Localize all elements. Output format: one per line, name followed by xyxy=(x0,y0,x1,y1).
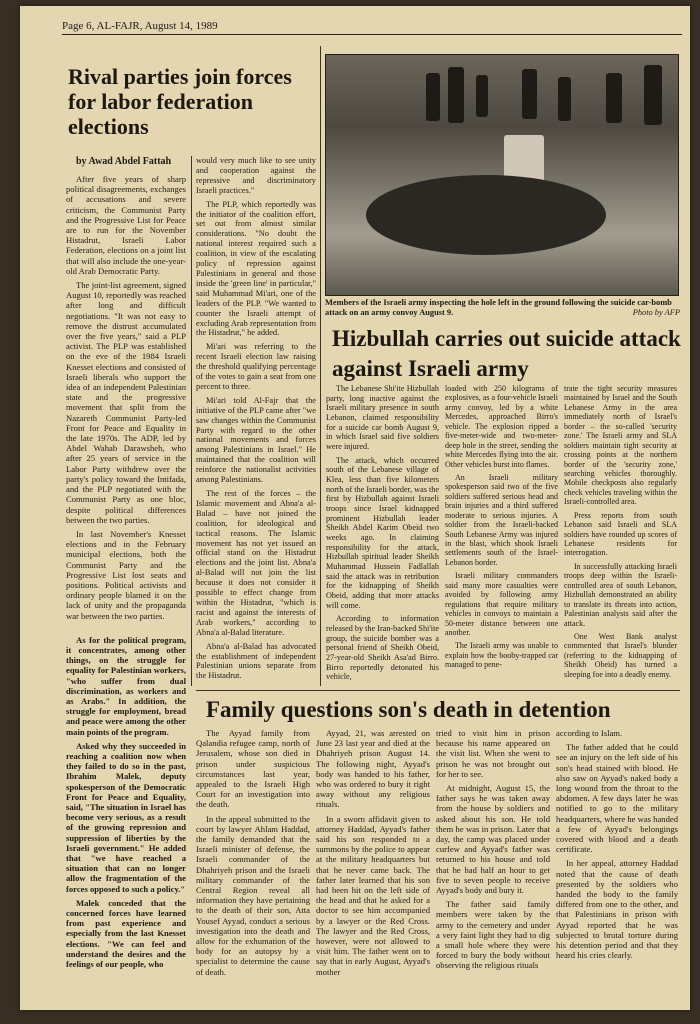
paragraph: An Israeli military spokesperson said two of the five soldiers suffered serious head and brain injuries and a third suffered moderate to serious injuries. A soldier from the Israeli-backed South Lebanese Army was injured in the blast, which shook Israeli settlements south of the Israel-Lebanon border. xyxy=(445,472,558,567)
hizbullah-column-2 xyxy=(445,384,558,674)
soldier-figure xyxy=(606,73,622,123)
paragraph: In the appeal submitted to the court by lawyer Ahlam Haddad, the family demanded that the Israeli minister of defense, the Israeli commander of the Dhahriyeh prison and the Israeli military commander of the Central Region reveal all information they have pertaining to the death of their son, Atta Yousef Ayyad, conduct a serious investigation into the death and allow for the exhumation of the body for an autopsy by a specialist to determine the cause of death. xyxy=(196,813,310,977)
photo-caption xyxy=(325,298,680,318)
paragraph: Israeli military commanders said many more casualties were avoided by following army regulations that require military vehicles in convoys to maintain a 50-meter distance between one another. xyxy=(445,571,558,637)
paragraph: The Israeli army was unable to explain how the booby-trapped car managed to pene- xyxy=(445,641,558,670)
paragraph: Mi'ari was referring to the recent Israeli election law raising the threshold qualifying percentage of the votes to gain a seat from one percent to three. xyxy=(196,342,316,391)
family-column-3 xyxy=(436,728,550,975)
paragraph: As for the political program, it concentrates, among other things, on the struggle for equality for Palestinian workers, "who suffer from dual discrimination, as workers and as Arabs." In addition, the struggle for employment, bread and peace were among the other main points of the program. xyxy=(66,634,186,737)
labor-headline: Rival parties join forces for labor federation elections xyxy=(68,64,292,139)
paragraph: One West Bank analyst commented that Israel's blunder (referring to the kidnapping of Sheikh Obeid) has turned a sleeping foe into a deadly enemy. xyxy=(564,631,677,679)
paragraph: In successfully attacking Israeli troops deep within the Israeli-controlled area of south Lebanon, Hizbullah demonstrated an ability to translate its threats into action, Palestinian analysts said after the attack. xyxy=(564,561,677,628)
hizbullah-column-3 xyxy=(564,384,677,683)
paragraph: After five years of sharp political disagreements, exchanges of accusations and severe criticism, the Communist Party and the Progressive List for Peace are to run for the November Histadrut, Israeli Labor Federation, elections on a joint list that will also include the one-year-old Arab Democratic Party. xyxy=(66,174,186,276)
caption-text: Members of the Israeli army inspecting the hole left in the ground following the suicide car-bomb attack on an army convoy August 9. xyxy=(325,298,672,317)
section-rule xyxy=(196,690,680,691)
page-folio: Page 6, AL-FAJR, August 14, 1989 xyxy=(62,20,682,35)
paragraph: Asked why they succeeded in reaching a coalition now when they failed to do so in the past, Ibrahim Malek, deputy spokesperson of the Democratic Front for Peace and Equality, said, "The situation in Israel has become very serious, as a result of the growing repression and suppression of liberties by the Israeli government." He added that "we have reached a situation that can no longer allow the fragmentation of the forces opposed to such a policy." xyxy=(66,740,186,894)
family-column-4 xyxy=(556,728,678,964)
paragraph: According to information released by the Iran-backed Shi'ite group, the suicide bomber was a personal friend of Sheikh Obeid, 27-year-old Sheikh Asa'ad Birro. Birro reportedly detonated his vehicle, xyxy=(326,614,439,682)
soldier-figure xyxy=(448,67,464,123)
paragraph: trate the tight security measures maintained by Israel and the South Lebanese Army in the area immediately north of Israel's border – the so-called 'security zone.' The Israeli army and SLA soldiers maintain tight security at crossing points at the northern border of the 'security zone,' searching vehicles thoroughly. Mobile checkposts also regularly check vehicles traveling within the Israeli-controlled area. xyxy=(564,384,677,507)
paragraph: The father added that he could see an injury on the left side of his son's head stained with blood. He also saw on Ayyad's naked body a long wound from the throat to the abdomen. A few days later he was notified to go to the military headquarters, where he was handed a few of Ayyad's belongings covered with blood and a death certificate. xyxy=(556,742,678,855)
paragraph: The rest of the forces – the Islamic movement and Abna'a al-Balad – have not joined the coalition, for ideological and tactical reasons. The Islamic movement has not yet issued an official stand on the Histadrut elections and the joint list. Abna'a al-Balad will not join the list because it does not consider it possible to effect change from within the Histadrut, "which is racist and against the interests of Arab workers," according to Abna'a al-Balad literature. xyxy=(196,489,316,637)
column-rule xyxy=(191,156,192,686)
paragraph: Ayyad, 21, was arrested on June 23 last year and died at the Dhahriyeh prison August 14. The following night, Ayyad's body was handed to his father, who was ordered to bury it right away without any religious rituals. xyxy=(316,728,430,810)
labor-column-1 xyxy=(66,174,186,973)
paragraph: In last November's Knesset elections and in the February municipal elections, both the Communist Party and the Progressive List lost seats and positions. Political activists and ordinary people blamed it on the lack of unity and the propaganda war between the two parties. xyxy=(66,528,186,621)
newspaper-page xyxy=(20,6,690,1010)
paragraph: In a sworn affidavit given to attorney Haddad, Ayyad's father said his son responded to a summons by the police to appear at the military headquarters but that he never came back. The father later learned that his son had been hit on the left side of the head and that he asked for a doctor to see him accompanied by a lawyer or the Red Cross. The lawyer and the Red Cross, however, were not allowed to visit him. The father went on to say that in early August, Ayyad's mother xyxy=(316,813,430,977)
hizbullah-column-1 xyxy=(326,384,439,686)
soldier-figure xyxy=(426,73,440,121)
labor-column-2 xyxy=(196,156,316,685)
paragraph: according to Islam. xyxy=(556,728,623,738)
paragraph: The father said family members were taken by the army to the cemetery and under a very faint light they had to dig a small hole where they were forced to bury the body without observing the religious rituals xyxy=(436,899,550,971)
paragraph: The Ayyad family from Qalandia refugee camp, north of Jerusalem, whose son died in prison under suspicious circumstances last year, appealed to the Israeli High Court for an investigation into the death. xyxy=(196,728,310,810)
paragraph: Press reports from south Lebanon said Israeli and SLA soldiers have rounded up scores of Lebanese residents for interrogation. xyxy=(564,510,677,558)
family-headline: Family questions son's death in detention xyxy=(206,697,611,722)
paragraph: At midnight, August 15, the father says he was taken away from the house by soldiers and asked about his son. He told them he was in prison. Later that day, the camp was placed under curfew and Ayyad's father was returned to his house and told that he had half an hour to get five to seven people to receive Ayyad's body and bury it. xyxy=(436,783,550,896)
paragraph: Mi'ari told Al-Fajr that the initiative of the PLP came after "we saw changes within the Communist Party with regard to the other national movements and forces among Palestinians in Israel." He maintained that the coalition will reinforce the nationalist activities among Palestinians. xyxy=(196,395,316,485)
family-column-1 xyxy=(196,728,310,981)
paragraph: The attack, which occurred south of the Lebanese village of Klea, less than five kilometers north of the Israeli border, was the first by Hizbullah against Israeli troops since Israel kidnapped prominent Hizbullah leader Sheikh Abdel Karim Obeid two weeks ago. In claiming responsibility for the attack, Hizbullah spiritual leader Sheikh Muhammad Hussein Fadlallah said the attack was in retribution for the kidnapping of Sheikh Obeid, adding that more attacks will come. xyxy=(326,455,439,610)
family-column-2 xyxy=(316,728,430,981)
crater xyxy=(366,175,606,255)
column-rule xyxy=(320,46,321,686)
paragraph: would very much like to see unity and cooperation against the repressive and discriminatory Israeli practices." xyxy=(196,156,316,195)
soldier-figure xyxy=(644,65,662,125)
labor-byline: by Awad Abdel Fattah xyxy=(76,156,172,167)
paragraph: Abna'a al-Balad has advocated the establishment of independent Palestinian unions separate from the Histadrut. xyxy=(196,641,316,681)
paragraph: loaded with 250 kilograms of explosives, as a four-vehicle Israeli army convoy, led by a white Mercedes, approached Birro's vehicle. The explosion ripped a five-meter-wide and two-meter-deep hole in the street, sending the white Mercedes flying into the air. Other vehicles burst into flames. xyxy=(445,384,558,469)
paragraph: The Lebanese Shi'ite Hizbullah party, long inactive against the Israeli military presence in south Lebanon, claimed responsibility for a suicide car bomb August 9, in which Israel said five soldiers were injured. xyxy=(326,384,439,452)
news-photo xyxy=(325,54,679,296)
paragraph: Malek conceded that the concerned forces have learned from past experience and especially from the last Knesset elections. "We can feel and understand the desires and the feelings of our people, who xyxy=(66,897,186,970)
hizbullah-headline: Hizbullah carries out suicide attack against Israeli army xyxy=(332,326,681,381)
soldier-figure xyxy=(476,75,488,117)
soldier-figure xyxy=(558,77,571,121)
soldier-figure xyxy=(522,69,537,119)
paragraph: The PLP, which reportedly was the initiator of the coalition effort, set out from almost similar considerations. "No doubt the national interest required such a coalition, in view of the escalating policy of repression against Palestinians in general and those inside the 'green line' in particular," said Muhammad Mi'ari, one of the leaders of the PLP. "We wanted to counter the Israeli attempt of excluding Arab representation from the Histadrut," he added. xyxy=(196,199,316,338)
paragraph: The joint-list agreement, signed August 10, reportedly was reached after long and difficult negotiations. "It was not easy to remove the distrust accumulated over the five years," said a PLP activist. The PLP was established on the eve of the 1984 Israeli Knesset elections and consisted of Israeli liberals who support the idea of an independent Palestinian state and the progressive movement that split from the Nazareth Communist Party-led Front for Peace and Equality in the late 1970s. The ADP, led by Abdel Wahab Darawsheh, who after 25 years of service in the Labor Party withdrew over the party's policy toward the Intifada, and the PLP negotiated with the Communist Party as one bloc, despite political differences between the two parties. xyxy=(66,280,186,525)
paragraph: tried to visit him in prison because his name appeared on the visit list. When she went to prison he was not brought out for her to see. xyxy=(436,728,550,779)
paragraph: In her appeal, attorney Haddad noted that the cause of death presented by the soldiers who handed the body to the family differed from one to the other, and that Palestinians in prison with Ayyad reported that he was subjected to brutal torture during his detention period and that they heard his cries clearly. xyxy=(556,858,678,961)
photo-credit: Photo by AFP xyxy=(632,308,680,317)
